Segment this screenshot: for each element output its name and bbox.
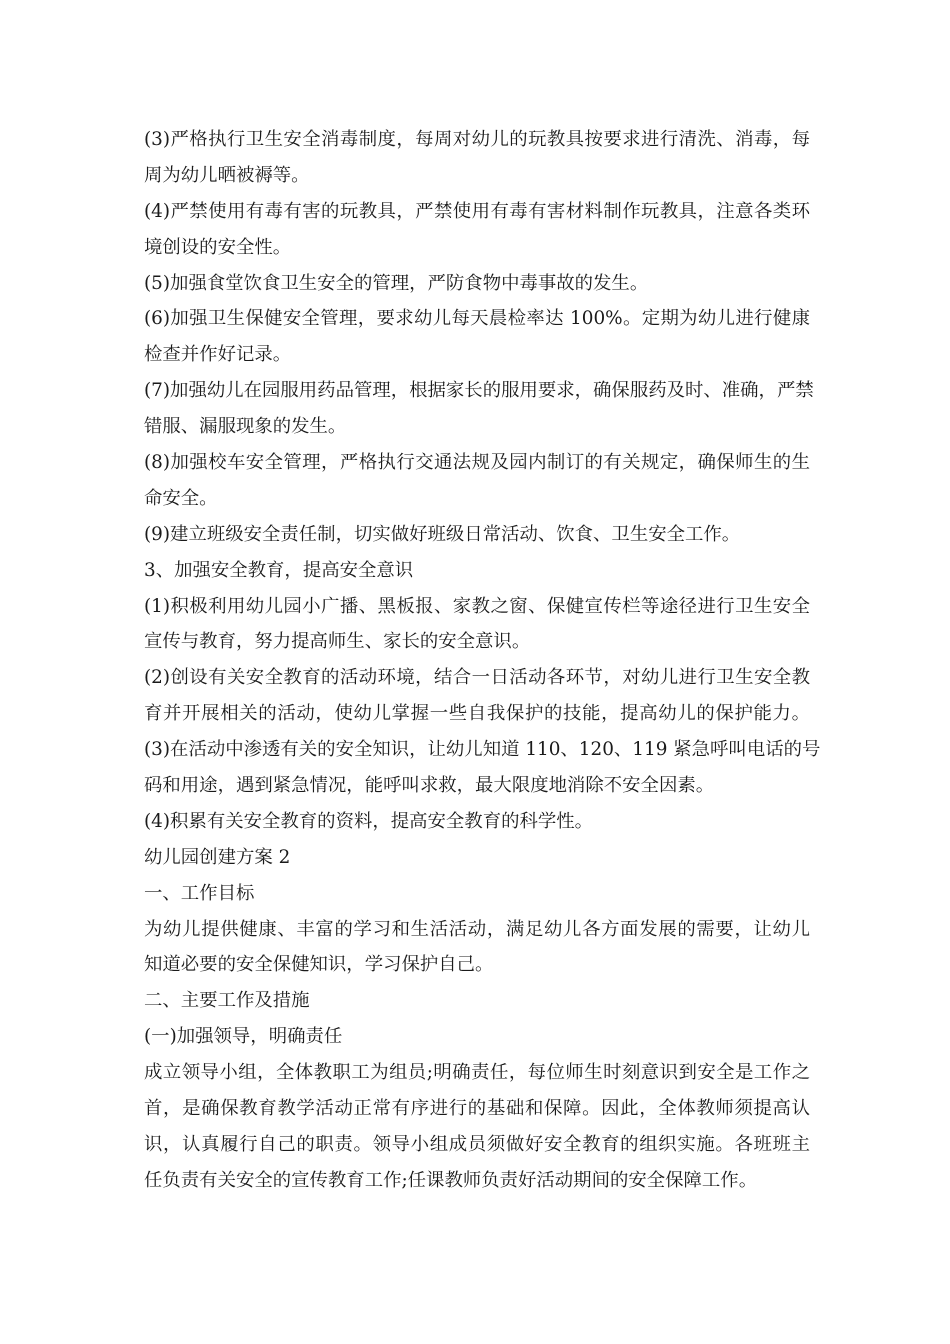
subsection-heading: (一)加强领导，明确责任 xyxy=(144,1026,343,1048)
text-line: 成立领导小组，全体教职工为组员;明确责任，每位师生时刻意识到安全是工作之 xyxy=(144,1062,810,1084)
text-line: (5)加强食堂饮食卫生安全的管理，严防食物中毒事故的发生。 xyxy=(144,272,649,294)
text-line: (4)严禁使用有毒有害的玩教具，严禁使用有毒有害材料制作玩教具，注意各类环 xyxy=(144,200,810,222)
text-line: (2)创设有关安全教育的活动环境，结合一日活动各环节，对幼儿进行卫生安全教 xyxy=(144,667,810,689)
text-line: 首，是确保教育教学活动正常有序进行的基础和保障。因此，全体教师须提高认 xyxy=(144,1098,810,1120)
text-line: (1)积极利用幼儿园小广播、黑板报、家教之窗、保健宣传栏等途径进行卫生安全 xyxy=(144,595,810,617)
text-line: 识，认真履行自己的职责。领导小组成员须做好安全教育的组织实施。各班班主 xyxy=(144,1133,810,1155)
text-line: 任负责有关安全的宣传教育工作;任课教师负责好活动期间的安全保障工作。 xyxy=(144,1169,758,1191)
text-line: 命安全。 xyxy=(144,487,218,509)
section-heading: 二、主要工作及措施 xyxy=(144,990,310,1012)
section-heading: 3、加强安全教育，提高安全意识 xyxy=(144,559,414,581)
text-line: (9)建立班级安全责任制，切实做好班级日常活动、饮食、卫生安全工作。 xyxy=(144,523,741,545)
text-line: (3)严格执行卫生安全消毒制度，每周对幼儿的玩教具按要求进行清洗、消毒，每 xyxy=(144,129,810,150)
text-line: 周为幼儿晒被褥等。 xyxy=(144,164,310,186)
text-line: (4)积累有关安全教育的资料，提高安全教育的科学性。 xyxy=(144,810,594,832)
text-line: (3)在活动中渗透有关的安全知识，让幼儿知道 110、120、119 紧急呼叫电话的号 xyxy=(144,739,821,761)
text-line: 为幼儿提供健康、丰富的学习和生活活动，满足幼儿各方面发展的需要，让幼儿 xyxy=(144,918,810,940)
section-heading: 一、工作目标 xyxy=(144,882,255,904)
document-body xyxy=(144,122,821,1199)
text-line: 知道必要的安全保健知识，学习保护自己。 xyxy=(144,954,494,976)
text-line: 检查并作好记录。 xyxy=(144,344,292,366)
text-line: 育并开展相关的活动，使幼儿掌握一些自我保护的技能，提高幼儿的保护能力。 xyxy=(144,703,810,725)
text-line: 码和用途，遇到紧急情况，能呼叫求救，最大限度地消除不安全因素。 xyxy=(144,775,715,797)
text-line: (6)加强卫生保健安全管理，要求幼儿每天晨检率达 100%。定期为幼儿进行健康 xyxy=(144,308,810,330)
text-line: 错服、漏服现象的发生。 xyxy=(144,416,347,438)
text-line: (7)加强幼儿在园服用药品管理，根据家长的服用要求，确保服药及时、准确，严禁 xyxy=(144,380,814,402)
text-line: (8)加强校车安全管理，严格执行交通法规及园内制订的有关规定，确保师生的生 xyxy=(144,452,810,474)
document-title: 幼儿园创建方案 2 xyxy=(144,846,291,868)
text-line: 宣传与教育，努力提高师生、家长的安全意识。 xyxy=(144,631,531,653)
text-line: 境创设的安全性。 xyxy=(144,236,292,258)
